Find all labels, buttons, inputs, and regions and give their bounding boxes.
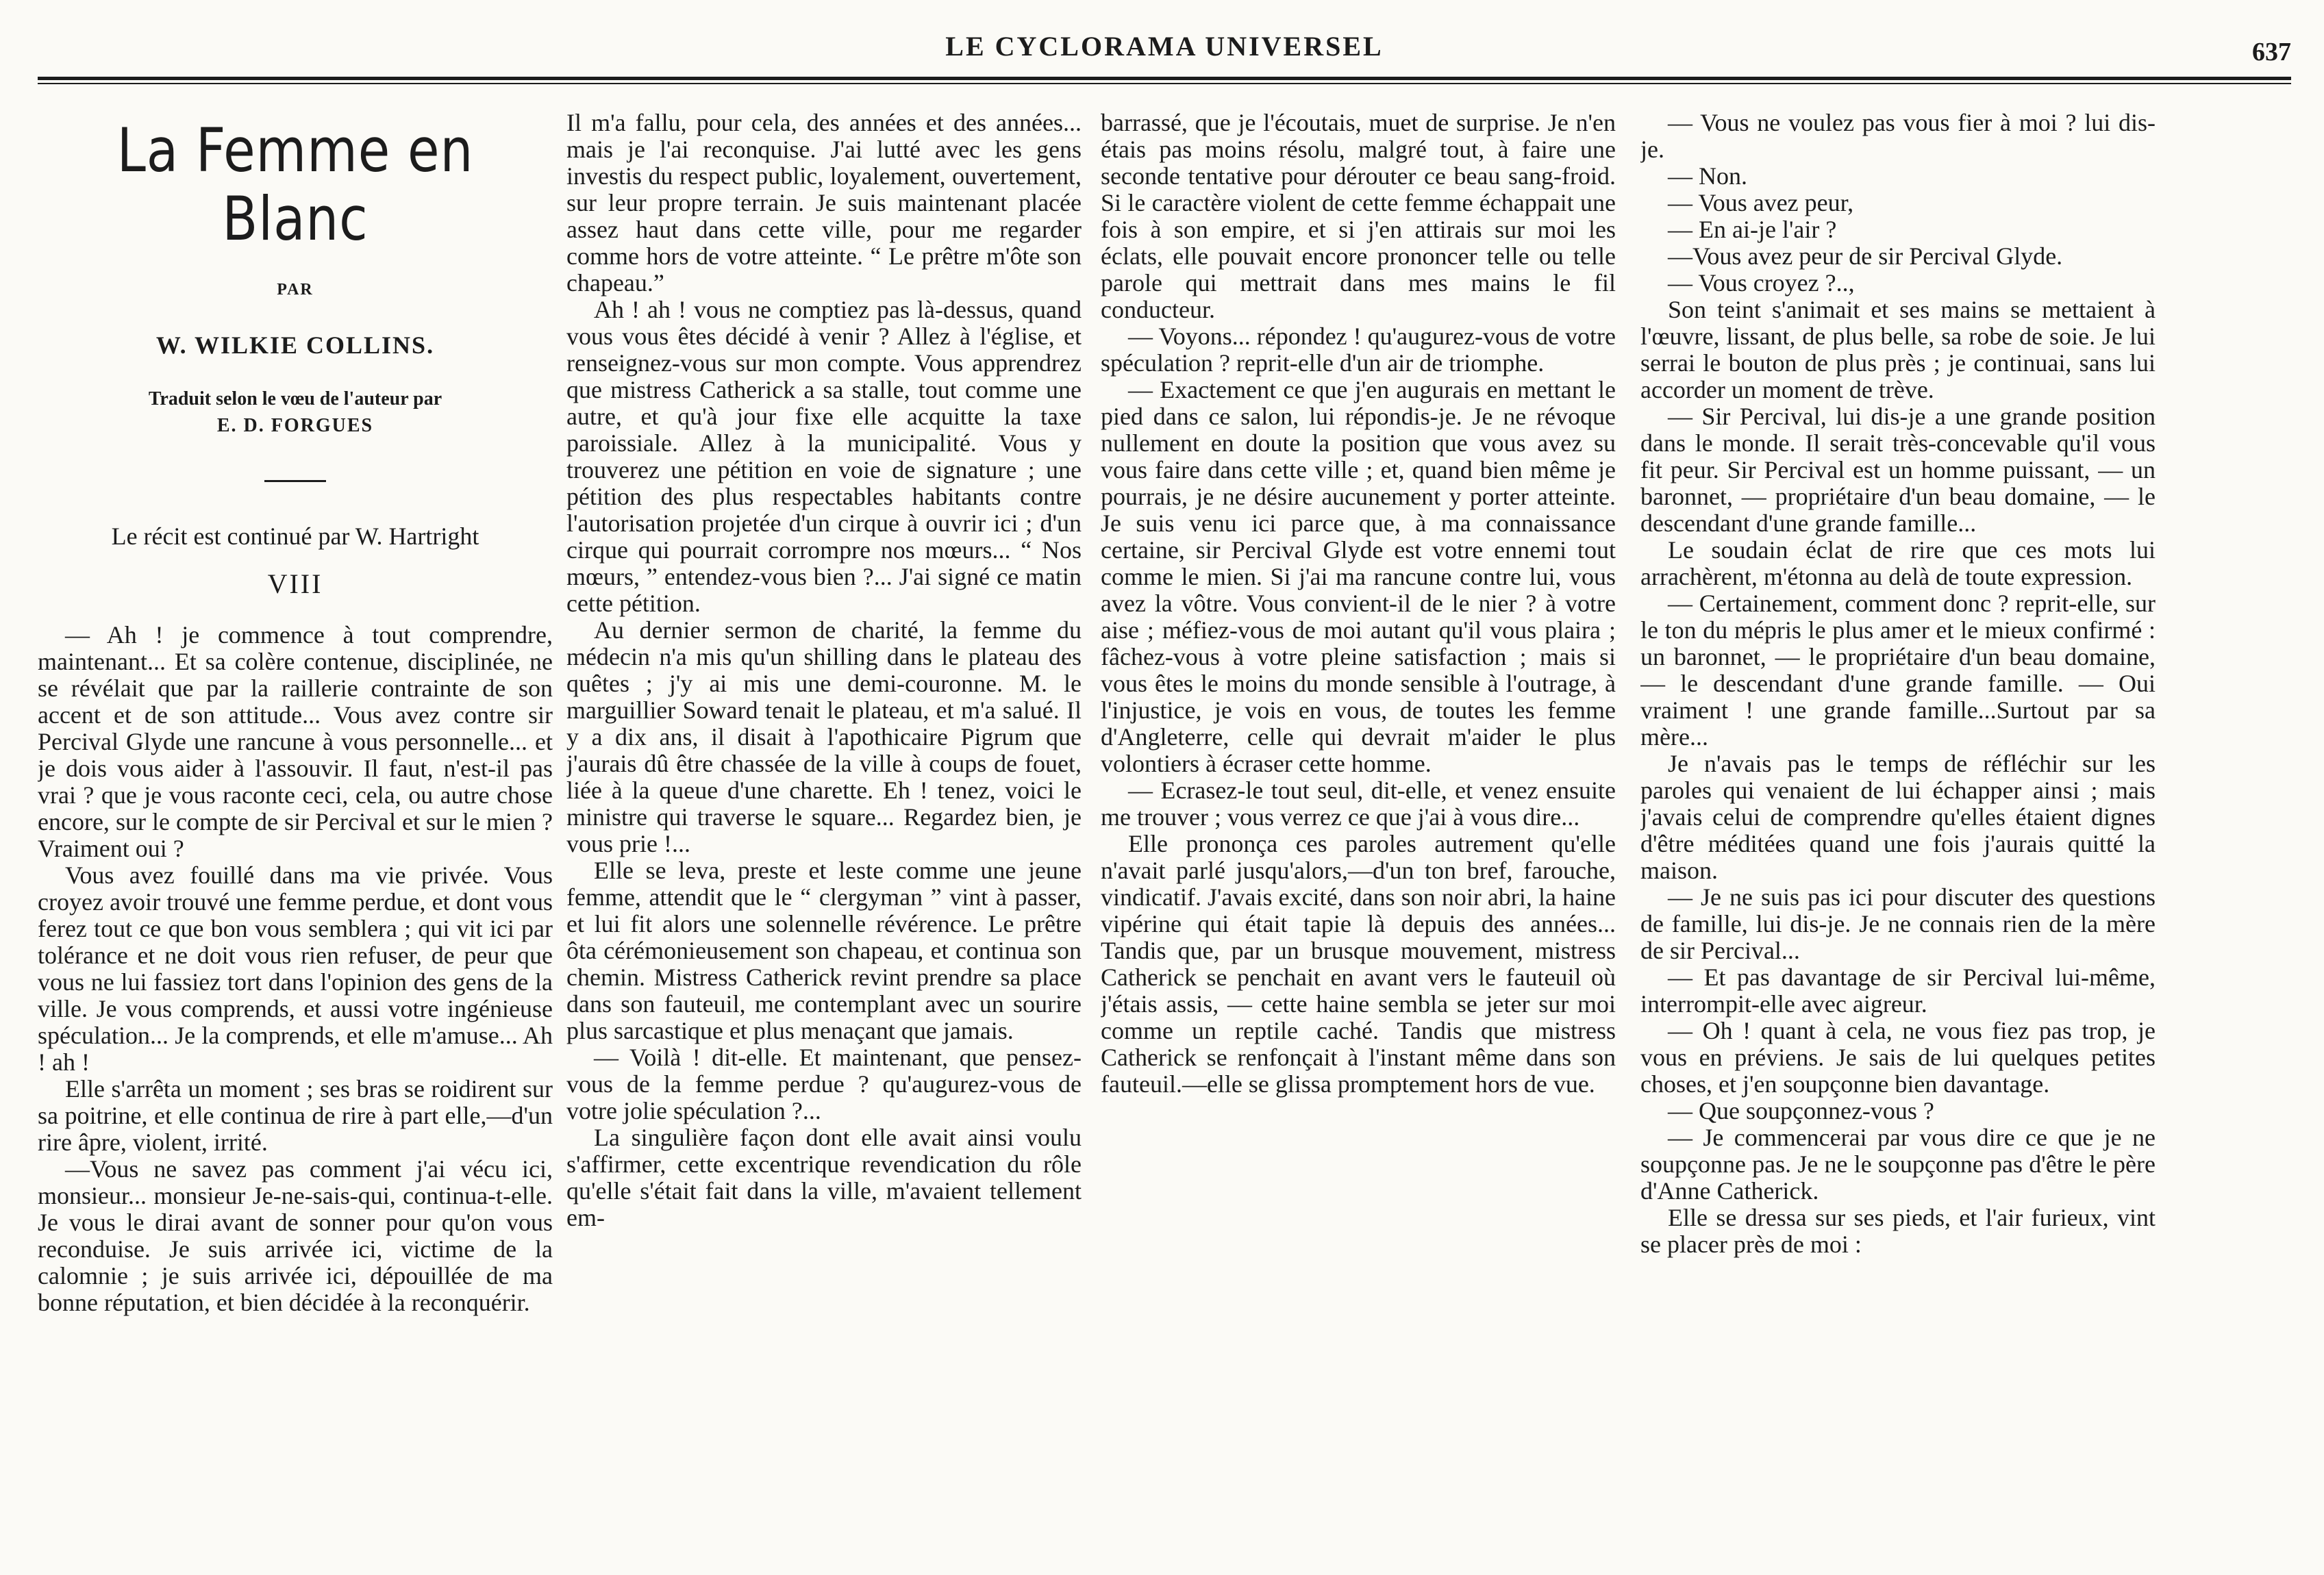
- paragraph: —Vous ne savez pas comment j'ai vécu ici, monsieur... monsieur Je-ne-sais-qui, continua-t-elle. Je vous le dirai avant de sonner pour qu'on vous reconduise. Je suis arrivée ici, victime de la calomnie ; je suis arrivée ici, dépouillée de ma bonne réputation, et bien décidée à la reconquérir.: [38, 1155, 553, 1316]
- paragraph: Son teint s'animait et ses mains se mettaient à l'œuvre, lissant, de plus belle, sa robe de soie. Je lui serrai le bouton de plus près ; je continuai, sans lui accorder un moment de trève.: [1640, 296, 2156, 403]
- text-column-1: [38, 110, 553, 1397]
- author-name: W. WILKIE COLLINS.: [155, 331, 435, 359]
- paragraph: —Vous avez peur de sir Percival Glyde.: [1668, 242, 2063, 270]
- paragraph: La singulière façon dont elle avait ainsi voulu s'affirmer, cette excentrique revendication du rôle qu'elle s'était fait dans la ville, m'avaient tellement em-: [566, 1124, 1082, 1231]
- paragraph: — Sir Percival, lui dis-je a une grande position dans le monde. Il serait très-concevable qu'il vous fit peur. Sir Percival est un homme puissant, — un baronnet, — propriétaire d'un beau domaine, — le descendant d'une grande famille...: [1640, 403, 2156, 537]
- translation-note: Traduit selon le vœu de l'auteur par: [148, 388, 442, 410]
- paragraph: Elle prononça ces paroles autrement qu'elle n'avait parlé jusqu'alors,—d'un ton bref, farouche, vindicatif. J'avais excité, dans son noir abri, la haine vipérine qui était tapie là depuis des années... Tandis que, par un brusque mouvement, mistress Catherick se penchait en avant vers le fauteuil où j'étais assis, — cette haine sembla se jeter sur moi comme un reptile caché. Tandis que mistress Catherick se renfonçait à l'instant même dans son fauteuil.—elle se glissa promptement hors de vue.: [1101, 830, 1616, 1098]
- running-title: LE CYCLORAMA UNIVERSEL: [945, 31, 1384, 62]
- paragraph: — Non.: [1668, 162, 1747, 190]
- paragraph: barrassé, que je l'écoutais, muet de surprise. Je n'en étais pas moins résolu, malgré tout, à faire une seconde tentative pour dérouter ce beau sang-froid. Si le caractère violent de cette femme échappait une fois à son empire, et si j'en attirais sur moi les éclats, elle pouvait encore prononcer telle ou telle parole qui mettrait dans mes mains le fil conducteur.: [1101, 110, 1616, 323]
- continued-by: Le récit est continué par W. Hartright: [111, 522, 479, 550]
- paragraph: — Vous croyez ?..,: [1668, 269, 1855, 297]
- paragraph: — Vous avez peur,: [1668, 189, 1854, 216]
- paragraph: — Ecrasez-le tout seul, dit-elle, et venez ensuite me trouver ; vous verrez ce que j'ai à vous dire...: [1101, 777, 1616, 831]
- paragraph: Vous avez fouillé dans ma vie privée. Vous croyez avoir trouvé une femme perdue, et dont vous ferez tout ce que bon vous semblera ; qui vit ici par tolérance et ne doit vous rien refuser, de peur que vous ne lui fassiez tort dans l'opinion des gens de la ville. Je vous comprends, et aussi votre ingénieuse spéculation... Je la comprends, et elle m'amuse... Ah ! ah !: [38, 861, 553, 1076]
- paragraph: — Certainement, comment donc ? reprit-elle, sur le ton du mépris le plus amer et le mieux confirmé : un baronnet, — le propriétaire d'un beau domaine, — le descendant d'une grande famille. — Oui vraiment ! une grande famille...Surtout par sa mère...: [1640, 590, 2156, 751]
- paragraph: — Exactement ce que j'en augurais en mettant le pied dans ce salon, lui répondis-je. Je ne révoque nullement en doute la position que vous avez su vous faire dans cette ville ; et, quand bien même je pourrais, je ne désire aucunement y porter atteinte. Je suis venu ici parce que, à ma connaissance certaine, sir Percival Glyde est votre ennemi tout comme le mien. Si j'ai ma rancune contre lui, vous avez la vôtre. Vous convient-il de le nier ? à votre aise ; méfiez-vous de moi autant qu'il vous plaira ; fâchez-vous à votre pleine satisfaction ; mais si vous êtes le moins du monde sensible à l'outrage, à l'injustice, je vois en vous, de toutes les femme d'Angleterre, celle qui devrait m'aider le plus volontiers à écraser cette homme.: [1101, 376, 1616, 777]
- paragraph: — Vous ne voulez pas vous fier à moi ? lui dis-je.: [1640, 110, 2156, 163]
- paragraph: — Je commencerai par vous dire ce que je ne soupçonne pas. Je ne le soupçonne pas d'être le père d'Anne Catherick.: [1640, 1124, 2156, 1205]
- paragraph: Ah ! ah ! vous ne comptiez pas là-dessus, quand vous vous êtes décidé à venir ? Allez à l'église, et renseignez-vous sur mon compte. Vous apprendrez que mistress Catherick a sa stalle, tout comme une autre, et qu'à jour fixe elle acquitte la taxe paroissiale. Allez à la municipalité. Vous y trouverez une pétition en voie de signature ; une pétition des plus respectables habitants contre l'autorisation projetée d'un cirque à ouvrir ici ; d'un cirque qui pourrait corrompre nos mœurs... “ Nos mœurs, ” entendez-vous bien ?... J'ai signé ce matin cette pétition.: [566, 296, 1082, 617]
- translator-name: E. D. FORGUES: [216, 415, 374, 436]
- header-rule-thick: [38, 77, 2291, 80]
- paragraph: Je n'avais pas le temps de réfléchir sur les paroles qui venaient de lui échapper ainsi ; mais j'avais celui de comprendre qu'elles étaient dignes d'être méditées quand une fois j'aurais quitté la maison.: [1640, 750, 2156, 884]
- paragraph: — Oh ! quant à cela, ne vous fiez pas trop, je vous en préviens. Je sais de lui quelques petites choses, et j'en soupçonne bien davantage.: [1640, 1017, 2156, 1098]
- section-divider: [264, 480, 326, 482]
- page-number: 637: [2252, 38, 2291, 66]
- paragraph: — Et pas davantage de sir Percival lui-même, interrompit-elle avec aigreur.: [1640, 963, 2156, 1018]
- story-title: La Femme en Blanc: [116, 115, 474, 254]
- text-column-4: [1640, 110, 2156, 1397]
- page-header: [38, 25, 2291, 73]
- paragraph: — En ai-je l'air ?: [1668, 216, 1837, 243]
- text-column-2: [566, 110, 1082, 1397]
- byline-par: PAR: [277, 281, 314, 299]
- paragraph: — Je ne suis pas ici pour discuter des questions de famille, lui dis-je. Je ne connais rien de la mère de sir Percival...: [1640, 883, 2156, 964]
- paragraph: Le soudain éclat de rire que ces mots lui arrachèrent, m'étonna au delà de toute expression.: [1640, 536, 2156, 590]
- paragraph: — Voyons... répondez ! qu'augurez-vous de votre spéculation ? reprit-elle d'un air de triomphe.: [1101, 323, 1616, 377]
- text-column-3: [1101, 110, 1616, 1397]
- paragraph: Au dernier sermon de charité, la femme du médecin n'a mis qu'un shilling dans le plateau des quêtes ; j'y ai mis une demi-couronne. M. le marguillier Soward tenait le plateau, et m'a salué. Il y a dix ans, il disait à l'apothicaire Pigrum que j'aurais dû être chassée de la ville à coups de fouet, liée à la queue d'une charette. Eh ! tenez, voici le ministre qui traverse le square... Regardez bien, je vous prie !...: [566, 616, 1082, 857]
- paragraph: Elle s'arrêta un moment ; ses bras se roidirent sur sa poitrine, et elle continua de rire à part elle,—d'un rire âpre, violent, irrité.: [38, 1075, 553, 1156]
- header-rule-thin: [38, 83, 2291, 84]
- paragraph: Elle se leva, preste et leste comme une jeune femme, attendit que le “ clergyman ” vint à passer, et lui fit alors une solennelle révérence. Le prêtre ôta cérémonieusement son chapeau, et continua son chemin. Mistress Catherick revint prendre sa place dans son fauteuil, me contemplant avec un sourire plus sarcastique et plus menaçant que jamais.: [566, 857, 1082, 1044]
- paragraph: Elle se dressa sur ses pieds, et l'air furieux, vint se placer près de moi :: [1640, 1204, 2156, 1258]
- paragraph: — Que soupçonnez-vous ?: [1668, 1097, 1934, 1124]
- paragraph: — Ah ! je commence à tout comprendre, maintenant... Et sa colère contenue, disciplinée, ne se révélait que par la raillerie contrainte de son accent et de son attitude... Vous avez contre sir Percival Glyde une rancune à vous personnelle... et je dois vous aider à l'assouvir. Il faut, n'est-il pas vrai ? que je vous raconte ceci, cela, ou autre chose encore, sur le compte de sir Percival et sur le mien ? Vraiment oui ?: [38, 621, 553, 862]
- paragraph: Il m'a fallu, pour cela, des années et des années... mais je l'ai reconquise. J'ai lutté avec les gens investis du respect public, loyalement, ouvertement, sur leur propre terrain. Je suis maintenant placée assez haut dans cette ville, pour me regarder comme hors de votre atteinte. “ Le prêtre m'ôte son chapeau.”: [566, 110, 1082, 297]
- paragraph: — Voilà ! dit-elle. Et maintenant, que pensez-vous de la femme perdue ? qu'augurez-vous de votre jolie spéculation ?...: [566, 1044, 1082, 1124]
- chapter-number: VIII: [267, 568, 323, 599]
